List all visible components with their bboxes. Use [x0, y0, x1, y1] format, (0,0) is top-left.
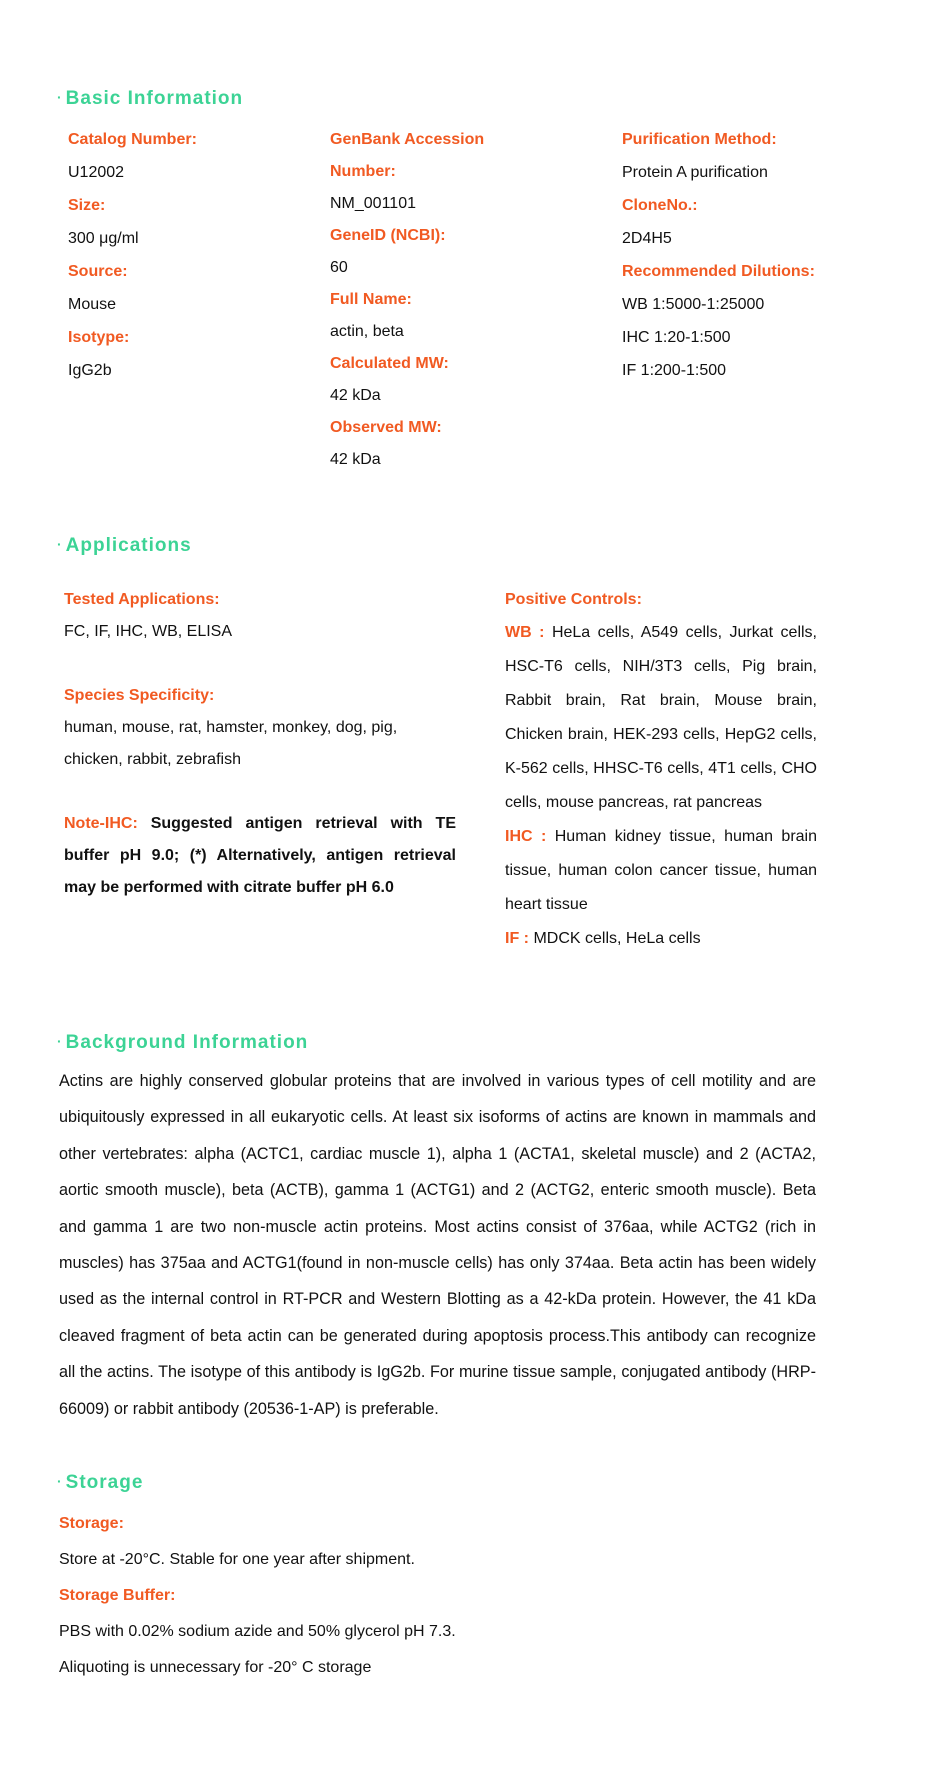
- tested-applications-label: Tested Applications:: [64, 591, 220, 608]
- if-key: IF :: [505, 930, 529, 947]
- size-label: Size:: [68, 197, 106, 214]
- catalog-number-label: Catalog Number:: [68, 131, 197, 148]
- dilution-wb: WB 1:5000-1:25000: [622, 296, 765, 313]
- calculated-mw-value: 42 kDa: [330, 387, 381, 404]
- ihc-text: Human kidney tissue, human brain tissue, human colon cancer tissue, human heart tissue: [505, 828, 817, 913]
- purification-method-value: Protein A purification: [622, 164, 768, 181]
- gene-id-label: GeneID (NCBI):: [330, 227, 446, 244]
- clone-no-value: 2D4H5: [622, 230, 672, 247]
- size-value: 300 μg/ml: [68, 230, 139, 247]
- recommended-dilutions-label: Recommended Dilutions:: [622, 263, 815, 280]
- wb-text: HeLa cells, A549 cells, Jurkat cells, HSC-T6 cells, NIH/3T3 cells, Pig brain, Rabbit brain, Rat brain, Mouse brain, Chicken brain, HEK-293 cells, HepG2 cells, K-562 cells, HHSC-T6 cells, 4T1 cells, CHO cells, mouse pancreas, rat pancreas: [505, 624, 817, 811]
- basic-col-2: [330, 124, 500, 476]
- note-ihc: [64, 808, 456, 904]
- positive-control-ihc: [505, 820, 817, 922]
- purification-method-label: Purification Method:: [622, 131, 777, 148]
- aliquot-note: Aliquoting is unnecessary for -20° C storage: [59, 1659, 372, 1676]
- species-specificity-value: human, mouse, rat, hamster, monkey, dog, pig, chicken, rabbit, zebrafish: [64, 719, 398, 768]
- positive-control-wb: [505, 616, 817, 820]
- bullet-icon: ·: [57, 1473, 63, 1489]
- catalog-number-value: U12002: [68, 164, 125, 181]
- source-value: Mouse: [68, 296, 117, 313]
- applications-heading: · Applications: [57, 535, 192, 556]
- storage-heading: · Storage: [57, 1472, 144, 1493]
- dilution-ihc: IHC 1:20-1:500: [622, 329, 731, 346]
- genbank-accession-value: NM_001101: [330, 195, 416, 212]
- isotype-label: Isotype:: [68, 329, 130, 346]
- positive-controls-col: [505, 584, 817, 956]
- calculated-mw-label: Calculated MW:: [330, 355, 449, 372]
- applications-left-col: [64, 584, 456, 904]
- ihc-key: IHC :: [505, 828, 547, 845]
- storage-value: Store at -20°C. Stable for one year after shipment.: [59, 1551, 415, 1568]
- clone-no-label: CloneNo.:: [622, 197, 698, 214]
- gene-id-value: 60: [330, 259, 348, 276]
- basic-information-heading: · Basic Information: [57, 88, 244, 109]
- basic-col-3: [622, 123, 882, 387]
- storage-buffer-label: Storage Buffer:: [59, 1587, 176, 1604]
- species-specificity-label: Species Specificity:: [64, 687, 215, 704]
- storage-block: [59, 1506, 759, 1686]
- storage-buffer-value: PBS with 0.02% sodium azide and 50% glycerol pH 7.3.: [59, 1623, 456, 1640]
- storage-label: Storage:: [59, 1515, 124, 1532]
- bullet-icon: ·: [57, 536, 63, 552]
- background-paragraph: Actins are highly conserved globular proteins that are involved in various types of cell motility and are ubiquitously expressed in all eukaryotic cells. At least six isoforms of actins are known in mammals and other vertebrates: alpha (ACTC1, cardiac muscle 1), alpha 1 (ACTA1, skeletal muscle) and 2 (ACTA2, aortic smooth muscle), beta (ACTB), gamma 1 (ACTG1) and 2 (ACTG2, enteric smooth muscle). Beta and gamma 1 are two non-muscle actin proteins. Most actins consist of 376aa, while ACTG2 (rich in muscles) has 375aa and ACTG1(found in non-muscle cells) has only 374aa. Beta actin has been widely used as the internal control in RT-PCR and Western Blotting as a 42-kDa protein. However, the 41 kDa cleaved fragment of beta actin can be generated during apoptosis process.This antibody can recognize all the actins. The isotype of this antibody is IgG2b. For murine tissue sample, conjugated antibody (HRP-66009) or rabbit antibody (20536-1-AP) is preferable.: [59, 1072, 816, 1418]
- positive-control-if: [505, 922, 817, 956]
- bullet-icon: ·: [57, 1033, 63, 1049]
- basic-col-1: [68, 123, 298, 387]
- source-label: Source:: [68, 263, 128, 280]
- full-name-value: actin, beta: [330, 323, 404, 340]
- isotype-value: IgG2b: [68, 362, 112, 379]
- note-ihc-label: Note-IHC:: [64, 815, 138, 832]
- if-text: MDCK cells, HeLa cells: [533, 930, 701, 947]
- background-information-heading: · Background Information: [57, 1032, 309, 1053]
- dilution-if: IF 1:200-1:500: [622, 362, 727, 379]
- positive-controls-label: Positive Controls:: [505, 591, 642, 608]
- note-ihc-text: Suggested antigen retrieval with TE buffer pH 9.0; (*) Alternatively, antigen retrieval may be performed with citrate buffer pH 6.0: [64, 815, 456, 896]
- tested-applications-value: FC, IF, IHC, WB, ELISA: [64, 623, 233, 640]
- full-name-label: Full Name:: [330, 291, 412, 308]
- genbank-accession-label: GenBank Accession Number:: [330, 131, 485, 180]
- wb-key: WB :: [505, 624, 545, 641]
- bullet-icon: ·: [57, 89, 63, 105]
- observed-mw-label: Observed MW:: [330, 419, 442, 436]
- observed-mw-value: 42 kDa: [330, 451, 381, 468]
